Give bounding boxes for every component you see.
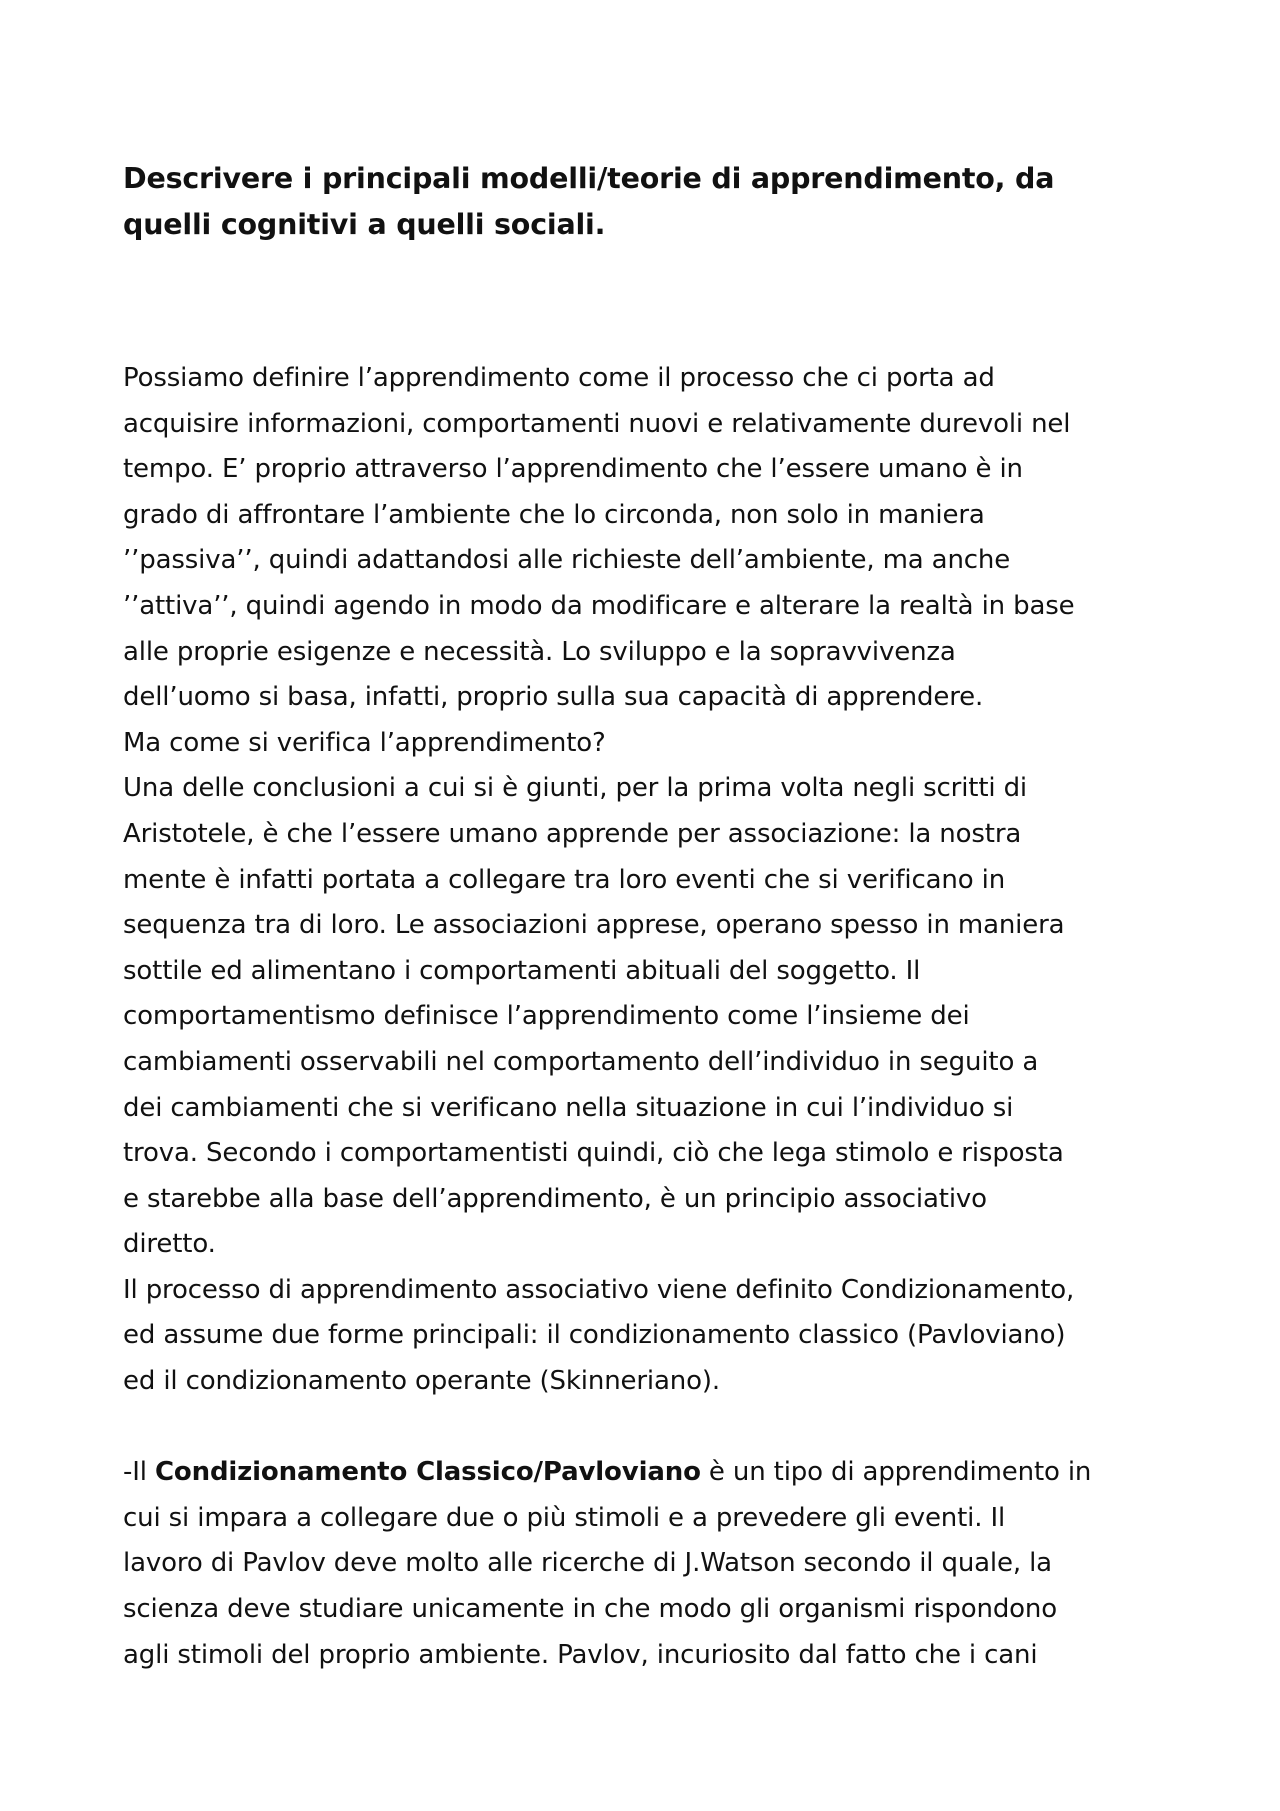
text-line: ’’attiva’’, quindi agendo in modo da modificare e alterare la realtà in base [123,590,1075,621]
paragraph-definition [123,356,1173,1405]
text-line: agli stimoli del proprio ambiente. Pavlov, incuriosito dal fatto che i cani [123,1639,1038,1670]
text-line: lavoro di Pavlov deve molto alle ricerche di J.Watson secondo il quale, la [123,1548,1052,1579]
paragraph-classical-conditioning [123,1450,1173,1678]
text-line: cambiamenti osservabili nel comportamento dell’individuo in seguito a [123,1046,1039,1077]
text-line: scienza deve studiare unicamente in che modo gli organismi rispondono [123,1594,1058,1625]
text-line: alle proprie esigenze e necessità. Lo sviluppo e la sopravvivenza [123,636,956,667]
text-line: dei cambiamenti che si verificano nella situazione in cui l’individuo si [123,1092,1014,1123]
text-run: -Il [123,1457,155,1488]
text-line [123,1450,1173,1496]
text-line: Una delle conclusioni a cui si è giunti, per la prima volta negli scritti di [123,773,1027,804]
text-line: sequenza tra di loro. Le associazioni apprese, operano spesso in maniera [123,910,1065,941]
title-line: Descrivere i principali modelli/teorie di apprendimento, da [123,162,1055,195]
text-line: ed assume due forme principali: il condizionamento classico (Pavloviano) [123,1320,1066,1351]
text-line: Aristotele, è che l’essere umano apprende per associazione: la nostra [123,818,1022,849]
bold-term: Condizionamento Classico/Pavloviano [154,1457,701,1488]
document-title [123,156,1143,248]
text-line: trova. Secondo i comportamentisti quindi, ciò che lega stimolo e risposta [123,1138,1064,1169]
text-line: diretto. [123,1229,216,1260]
text-line: ed il condizionamento operante (Skinneriano). [123,1366,720,1397]
text-line: e starebbe alla base dell’apprendimento, è un principio associativo [123,1183,987,1214]
text-line: acquisire informazioni, comportamenti nuovi e relativamente durevoli nel [123,408,1071,439]
text-line: grado di affrontare l’ambiente che lo circonda, non solo in maniera [123,499,985,530]
text-line: cui si impara a collegare due o più stimoli e a prevedere gli eventi. Il [123,1502,1006,1533]
document-body [123,356,1173,1678]
text-line: Ma come si verifica l’apprendimento? [123,727,606,758]
text-line: sottile ed alimentano i comportamenti abituali del soggetto. Il [123,955,921,986]
text-line: mente è infatti portata a collegare tra loro eventi che si verificano in [123,864,1006,895]
text-line: comportamentismo definisce l’apprendimento come l’insieme dei [123,1001,970,1032]
text-line: ’’passiva’’, quindi adattandosi alle richieste dell’ambiente, ma anche [123,545,1011,576]
text-line: dell’uomo si basa, infatti, proprio sulla sua capacità di apprendere. [123,682,984,713]
title-line: quelli cognitivi a quelli sociali. [123,208,606,241]
text-run: è un tipo di apprendimento in [700,1457,1092,1488]
text-line: tempo. E’ proprio attraverso l’apprendimento che l’essere umano è in [123,454,1023,485]
text-line: Possiamo definire l’apprendimento come il processo che ci porta ad [123,363,995,393]
paragraph-spacer [123,1405,1173,1451]
text-line: Il processo di apprendimento associativo viene definito Condizionamento, [123,1274,1075,1305]
